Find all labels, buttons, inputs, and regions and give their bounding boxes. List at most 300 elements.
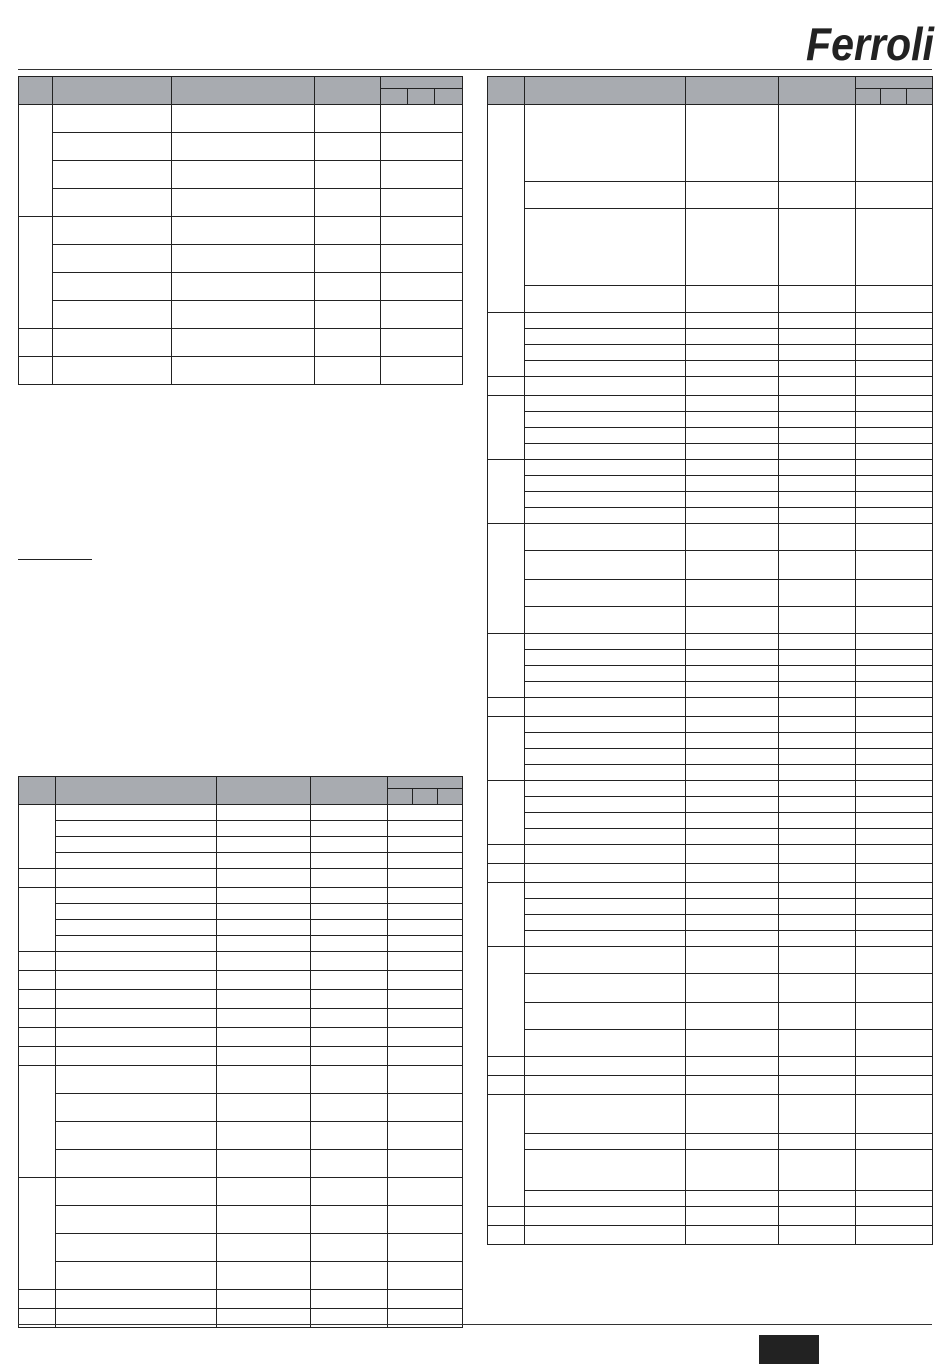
table-cell bbox=[686, 1134, 779, 1150]
table-cell bbox=[388, 1262, 463, 1290]
footer-rule bbox=[18, 1324, 932, 1325]
table-cell bbox=[856, 105, 933, 182]
table-cell bbox=[856, 1134, 933, 1150]
table-cell bbox=[856, 1030, 933, 1057]
table-row bbox=[19, 189, 463, 217]
table-row bbox=[19, 1178, 463, 1206]
table-row bbox=[19, 329, 463, 357]
table-cell bbox=[856, 717, 933, 733]
table-row bbox=[488, 1057, 933, 1076]
table-cell bbox=[779, 1003, 856, 1030]
table-cell bbox=[381, 301, 463, 329]
table-cell bbox=[525, 209, 686, 286]
table-cell bbox=[56, 1066, 217, 1094]
table-cell bbox=[488, 524, 525, 634]
table-row bbox=[19, 161, 463, 189]
page-number-box bbox=[759, 1335, 819, 1364]
table-cell bbox=[686, 845, 779, 864]
table-cell bbox=[19, 869, 56, 888]
table-cell bbox=[525, 845, 686, 864]
table-cell bbox=[686, 428, 779, 444]
table-cell bbox=[56, 904, 217, 920]
table-cell bbox=[686, 286, 779, 313]
table-cell bbox=[388, 1234, 463, 1262]
table-row bbox=[488, 733, 933, 749]
table-header-cell bbox=[311, 777, 388, 805]
table-cell bbox=[856, 476, 933, 492]
table-cell bbox=[311, 920, 388, 936]
table-cell bbox=[56, 1234, 217, 1262]
table-header-subcell bbox=[856, 89, 881, 105]
table-header-cell bbox=[388, 777, 463, 789]
table-cell bbox=[525, 377, 686, 396]
table-cell bbox=[856, 1076, 933, 1095]
table-cell bbox=[315, 301, 381, 329]
table-cell bbox=[388, 1150, 463, 1178]
table-cell bbox=[856, 1095, 933, 1134]
table-cell bbox=[856, 1207, 933, 1226]
table-cell bbox=[779, 476, 856, 492]
table-cell bbox=[856, 524, 933, 551]
table-row bbox=[488, 286, 933, 313]
table-cell bbox=[686, 666, 779, 682]
table-row bbox=[19, 1150, 463, 1178]
table-cell bbox=[19, 805, 56, 869]
table-cell bbox=[56, 1206, 217, 1234]
table-cell bbox=[525, 396, 686, 412]
table-cell bbox=[686, 883, 779, 899]
table-cell bbox=[56, 1009, 217, 1028]
table-cell bbox=[856, 813, 933, 829]
table-cell bbox=[53, 161, 172, 189]
table-cell bbox=[686, 1076, 779, 1095]
table-cell bbox=[525, 580, 686, 607]
table-cell bbox=[315, 357, 381, 385]
table-cell bbox=[19, 105, 53, 217]
table-cell bbox=[217, 805, 311, 821]
table-cell bbox=[856, 377, 933, 396]
table-row bbox=[488, 883, 933, 899]
table-cell bbox=[856, 412, 933, 428]
table-cell bbox=[686, 329, 779, 345]
table-cell bbox=[56, 920, 217, 936]
table-cell bbox=[779, 931, 856, 947]
table-row bbox=[488, 1191, 933, 1207]
table-cell bbox=[172, 357, 315, 385]
table-cell bbox=[779, 1095, 856, 1134]
table-cell bbox=[856, 733, 933, 749]
table-row bbox=[488, 765, 933, 781]
table-cell bbox=[779, 444, 856, 460]
table-cell bbox=[217, 971, 311, 990]
table-header-row bbox=[19, 77, 463, 89]
table-cell bbox=[525, 1207, 686, 1226]
table-cell bbox=[172, 189, 315, 217]
table-cell bbox=[856, 607, 933, 634]
table-header-cell bbox=[315, 77, 381, 105]
table-row bbox=[488, 551, 933, 580]
table-cell bbox=[686, 650, 779, 666]
table-cell bbox=[686, 508, 779, 524]
table-cell bbox=[779, 182, 856, 209]
table-cell bbox=[779, 797, 856, 813]
table-row bbox=[19, 920, 463, 936]
table-cell bbox=[779, 1207, 856, 1226]
table-cell bbox=[686, 797, 779, 813]
table-cell bbox=[217, 821, 311, 837]
table-cell bbox=[779, 313, 856, 329]
table-row bbox=[488, 182, 933, 209]
table-cell bbox=[779, 1226, 856, 1245]
table-row bbox=[488, 524, 933, 551]
table-row bbox=[488, 1207, 933, 1226]
table-cell bbox=[311, 1009, 388, 1028]
table-cell bbox=[686, 1207, 779, 1226]
table-cell bbox=[856, 396, 933, 412]
table-cell bbox=[856, 182, 933, 209]
table-cell bbox=[217, 1206, 311, 1234]
table-cell bbox=[856, 947, 933, 974]
table-cell bbox=[525, 460, 686, 476]
table-cell bbox=[856, 1057, 933, 1076]
table-cell bbox=[525, 105, 686, 182]
table-cell bbox=[217, 1028, 311, 1047]
table-cell bbox=[217, 1009, 311, 1028]
table-cell bbox=[525, 1003, 686, 1030]
table-row bbox=[19, 133, 463, 161]
table-cell bbox=[686, 974, 779, 1003]
table-row bbox=[488, 209, 933, 286]
table-cell bbox=[525, 1057, 686, 1076]
table-cell bbox=[381, 105, 463, 133]
table-row bbox=[488, 1030, 933, 1057]
table-cell bbox=[779, 1057, 856, 1076]
table-cell bbox=[217, 869, 311, 888]
table-row bbox=[488, 829, 933, 845]
table-cell bbox=[856, 209, 933, 286]
table-cell bbox=[525, 1076, 686, 1095]
parameter-table-left-bottom bbox=[18, 776, 463, 1328]
table-header-subcell bbox=[907, 89, 933, 105]
table-row bbox=[19, 1262, 463, 1290]
table-cell bbox=[779, 492, 856, 508]
table-cell bbox=[686, 182, 779, 209]
table-cell bbox=[856, 1191, 933, 1207]
table-cell bbox=[525, 781, 686, 797]
table-cell bbox=[779, 551, 856, 580]
table-cell bbox=[56, 1290, 217, 1309]
table-header-subcell bbox=[408, 89, 435, 105]
table-cell bbox=[686, 607, 779, 634]
table-cell bbox=[388, 1028, 463, 1047]
table-row bbox=[488, 1095, 933, 1134]
table-cell bbox=[172, 161, 315, 189]
table-cell bbox=[217, 1290, 311, 1309]
table-header-cell bbox=[172, 77, 315, 105]
table-cell bbox=[56, 1262, 217, 1290]
table-cell bbox=[311, 1206, 388, 1234]
table-row bbox=[488, 974, 933, 1003]
header-rule bbox=[18, 69, 932, 70]
table-cell bbox=[388, 821, 463, 837]
table-cell bbox=[686, 931, 779, 947]
table-cell bbox=[19, 971, 56, 990]
table-cell bbox=[686, 634, 779, 650]
table-cell bbox=[686, 781, 779, 797]
table-row bbox=[488, 1003, 933, 1030]
table-row bbox=[488, 105, 933, 182]
table-cell bbox=[381, 217, 463, 245]
parameter-table-right bbox=[487, 76, 933, 1245]
table-cell bbox=[686, 361, 779, 377]
table-row bbox=[488, 1226, 933, 1245]
table-row bbox=[19, 217, 463, 245]
table-row bbox=[19, 821, 463, 837]
table-cell bbox=[19, 1066, 56, 1178]
table-cell bbox=[856, 682, 933, 698]
table-cell bbox=[381, 273, 463, 301]
table-row bbox=[488, 476, 933, 492]
table-cell bbox=[19, 1047, 56, 1066]
table-cell bbox=[19, 217, 53, 329]
table-row bbox=[19, 273, 463, 301]
table-row bbox=[19, 1066, 463, 1094]
table-cell bbox=[525, 682, 686, 698]
table-row bbox=[488, 931, 933, 947]
table-cell bbox=[488, 396, 525, 460]
table-cell bbox=[488, 105, 525, 313]
table-cell bbox=[856, 666, 933, 682]
table-cell bbox=[856, 931, 933, 947]
table-cell bbox=[488, 883, 525, 947]
table-cell bbox=[525, 412, 686, 428]
table-row bbox=[19, 245, 463, 273]
table-row bbox=[488, 580, 933, 607]
table-cell bbox=[779, 209, 856, 286]
table-cell bbox=[311, 837, 388, 853]
table-row bbox=[488, 460, 933, 476]
svg-text:Ferroli: Ferroli bbox=[806, 18, 936, 68]
table-cell bbox=[686, 1057, 779, 1076]
table-cell bbox=[19, 329, 53, 357]
table-row bbox=[19, 1234, 463, 1262]
table-cell bbox=[488, 947, 525, 1057]
table-cell bbox=[311, 1066, 388, 1094]
table-cell bbox=[856, 829, 933, 845]
table-cell bbox=[315, 161, 381, 189]
table-cell bbox=[172, 105, 315, 133]
table-cell bbox=[779, 682, 856, 698]
table-cell bbox=[686, 864, 779, 883]
table-cell bbox=[19, 1009, 56, 1028]
table-cell bbox=[856, 428, 933, 444]
table-cell bbox=[311, 1094, 388, 1122]
table-cell bbox=[686, 915, 779, 931]
table-cell bbox=[388, 837, 463, 853]
table-cell bbox=[779, 1134, 856, 1150]
table-cell bbox=[525, 182, 686, 209]
table-cell bbox=[172, 329, 315, 357]
table-cell bbox=[311, 1122, 388, 1150]
table-cell bbox=[315, 273, 381, 301]
table-cell bbox=[686, 813, 779, 829]
table-cell bbox=[856, 460, 933, 476]
table-cell bbox=[686, 492, 779, 508]
table-cell bbox=[779, 361, 856, 377]
table-cell bbox=[686, 1003, 779, 1030]
table-cell bbox=[388, 1178, 463, 1206]
table-cell bbox=[53, 301, 172, 329]
table-cell bbox=[525, 915, 686, 931]
table-cell bbox=[856, 899, 933, 915]
table-cell bbox=[779, 650, 856, 666]
table-cell bbox=[525, 634, 686, 650]
table-cell bbox=[315, 133, 381, 161]
table-cell bbox=[56, 821, 217, 837]
table-cell bbox=[856, 492, 933, 508]
table-cell bbox=[856, 345, 933, 361]
table-cell bbox=[217, 952, 311, 971]
table-cell bbox=[779, 915, 856, 931]
table-cell bbox=[388, 936, 463, 952]
table-cell bbox=[779, 947, 856, 974]
table-cell bbox=[525, 1134, 686, 1150]
table-cell bbox=[388, 888, 463, 904]
table-cell bbox=[686, 444, 779, 460]
table-cell bbox=[488, 634, 525, 698]
table-header-cell bbox=[19, 777, 56, 805]
table-row bbox=[488, 947, 933, 974]
table-cell bbox=[856, 1150, 933, 1191]
table-cell bbox=[856, 329, 933, 345]
table-cell bbox=[525, 361, 686, 377]
table-cell bbox=[779, 1150, 856, 1191]
table-cell bbox=[686, 209, 779, 286]
table-cell bbox=[686, 829, 779, 845]
table-cell bbox=[172, 133, 315, 161]
table-cell bbox=[525, 666, 686, 682]
table-cell bbox=[779, 377, 856, 396]
table-cell bbox=[856, 698, 933, 717]
table-row bbox=[19, 1028, 463, 1047]
table-row bbox=[19, 1094, 463, 1122]
table-cell bbox=[19, 1178, 56, 1290]
table-cell bbox=[311, 1178, 388, 1206]
table-row bbox=[488, 797, 933, 813]
table-row bbox=[488, 682, 933, 698]
table-cell bbox=[686, 551, 779, 580]
table-cell bbox=[686, 476, 779, 492]
table-cell bbox=[525, 508, 686, 524]
table-cell bbox=[56, 1122, 217, 1150]
table-cell bbox=[488, 781, 525, 845]
table-cell bbox=[525, 1150, 686, 1191]
table-row bbox=[488, 698, 933, 717]
table-cell bbox=[525, 749, 686, 765]
table-cell bbox=[525, 899, 686, 915]
table-cell bbox=[53, 105, 172, 133]
table-row bbox=[488, 864, 933, 883]
table-row bbox=[488, 1150, 933, 1191]
table-cell bbox=[53, 217, 172, 245]
table-cell bbox=[686, 749, 779, 765]
table-cell bbox=[381, 189, 463, 217]
table-cell bbox=[779, 345, 856, 361]
table-cell bbox=[779, 1030, 856, 1057]
table-cell bbox=[488, 1207, 525, 1226]
table-cell bbox=[779, 845, 856, 864]
table-cell bbox=[388, 952, 463, 971]
table-cell bbox=[856, 551, 933, 580]
table-cell bbox=[388, 1206, 463, 1234]
table-cell bbox=[56, 869, 217, 888]
table-cell bbox=[311, 1290, 388, 1309]
table-cell bbox=[311, 904, 388, 920]
table-cell bbox=[56, 888, 217, 904]
table-cell bbox=[19, 888, 56, 952]
table-cell bbox=[172, 301, 315, 329]
table-row bbox=[488, 915, 933, 931]
table-cell bbox=[525, 444, 686, 460]
table-row bbox=[488, 396, 933, 412]
table-cell bbox=[856, 1226, 933, 1245]
table-cell bbox=[856, 580, 933, 607]
table-cell bbox=[311, 936, 388, 952]
table-header-cell bbox=[488, 77, 525, 105]
table-cell bbox=[856, 781, 933, 797]
table-cell bbox=[488, 1076, 525, 1095]
table-header-cell bbox=[525, 77, 686, 105]
table-cell bbox=[53, 329, 172, 357]
table-cell bbox=[779, 899, 856, 915]
table-cell bbox=[19, 952, 56, 971]
table-cell bbox=[56, 1178, 217, 1206]
table-cell bbox=[525, 428, 686, 444]
table-cell bbox=[686, 460, 779, 476]
table-cell bbox=[381, 357, 463, 385]
table-row bbox=[19, 990, 463, 1009]
table-cell bbox=[311, 990, 388, 1009]
table-cell bbox=[53, 133, 172, 161]
table-cell bbox=[856, 749, 933, 765]
table-header-cell bbox=[856, 77, 933, 89]
table-cell bbox=[779, 580, 856, 607]
table-cell bbox=[217, 920, 311, 936]
table-cell bbox=[525, 329, 686, 345]
table-cell bbox=[525, 1226, 686, 1245]
table-cell bbox=[56, 853, 217, 869]
table-cell bbox=[779, 1076, 856, 1095]
table-row bbox=[488, 1134, 933, 1150]
table-cell bbox=[19, 990, 56, 1009]
table-cell bbox=[525, 931, 686, 947]
table-cell bbox=[525, 607, 686, 634]
table-cell bbox=[779, 508, 856, 524]
table-row bbox=[488, 508, 933, 524]
table-cell bbox=[388, 920, 463, 936]
table-cell bbox=[388, 869, 463, 888]
table-cell bbox=[311, 869, 388, 888]
table-cell bbox=[217, 888, 311, 904]
table-cell bbox=[779, 460, 856, 476]
table-cell bbox=[525, 345, 686, 361]
table-cell bbox=[779, 634, 856, 650]
table-header-subcell bbox=[388, 789, 413, 805]
table-cell bbox=[381, 245, 463, 273]
table-row bbox=[488, 377, 933, 396]
table-cell bbox=[686, 580, 779, 607]
table-cell bbox=[856, 650, 933, 666]
